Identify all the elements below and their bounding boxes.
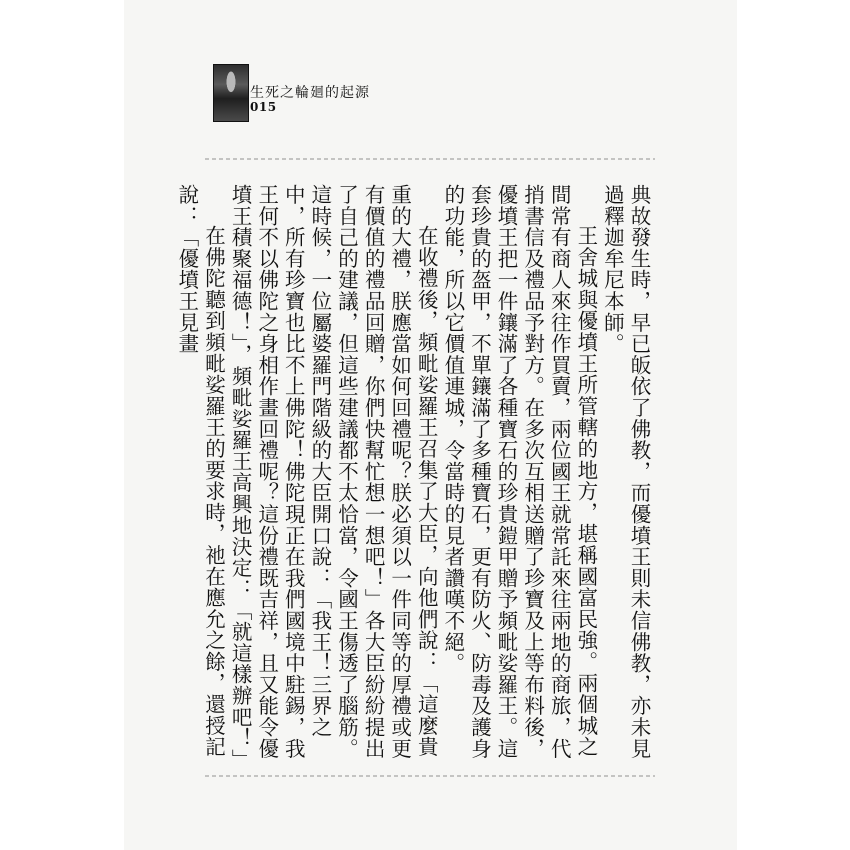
body-text — [174, 184, 652, 771]
paragraph: 典故發生時，早已皈依了佛教，而優墳王則未信佛教，亦未見過釋迦牟尼本師。 — [600, 184, 651, 760]
paragraph: 王舍城與優墳王所管轄的地方，堪稱國富民強。兩個城之間常有商人來往作買賣，兩位國王就常託來往兩地的商旅，代捎書信及禮品予對方。在多次互相送贈了珍寶及上等布料後，優墳王把一件鑲滿了各種寶石的珍貴鎧甲贈予頻毗娑羅王。這套珍貴的盔甲，不單鑲滿了多種寶石，更有防火、防毒及護身的功能，所以它價值連城，令當時的見者讚嘆不絕。 — [440, 184, 598, 760]
page-number: 015 — [250, 100, 277, 114]
top-divider — [205, 158, 655, 160]
paragraph: 在收禮後，頻毗娑羅王召集了大臣，向他們說：「這麼貴重的大禮，朕應當如何回禮呢？朕必須以一件同等的厚禮或更有價值的禮品回贈，你們快幫忙想一想吧！」各大臣紛紛提出了自己的建議，但這些建議都不太恰當，令國王傷透了腦筋。這時候，一位屬婆羅門階級的大臣開口說：「我王！三界之中，所有珍寶也比不上佛陀！佛陀現正在我們國境中駐錫，我王何不以佛陀之身相作畫回禮呢？這份禮既吉祥，且又能令優墳王積聚福德！」，頻毗娑羅王高興地決定：「就這樣辦吧！」 — [228, 184, 439, 771]
buddha-statue-thumbnail — [213, 64, 249, 122]
paragraph: 在佛陀聽到頻毗娑羅王的要求時，祂在應允之餘，還授記說：「優墳王見畫 — [174, 184, 226, 758]
chapter-title: 生死之輪廻的起源 — [250, 85, 370, 101]
bottom-divider — [205, 775, 655, 777]
